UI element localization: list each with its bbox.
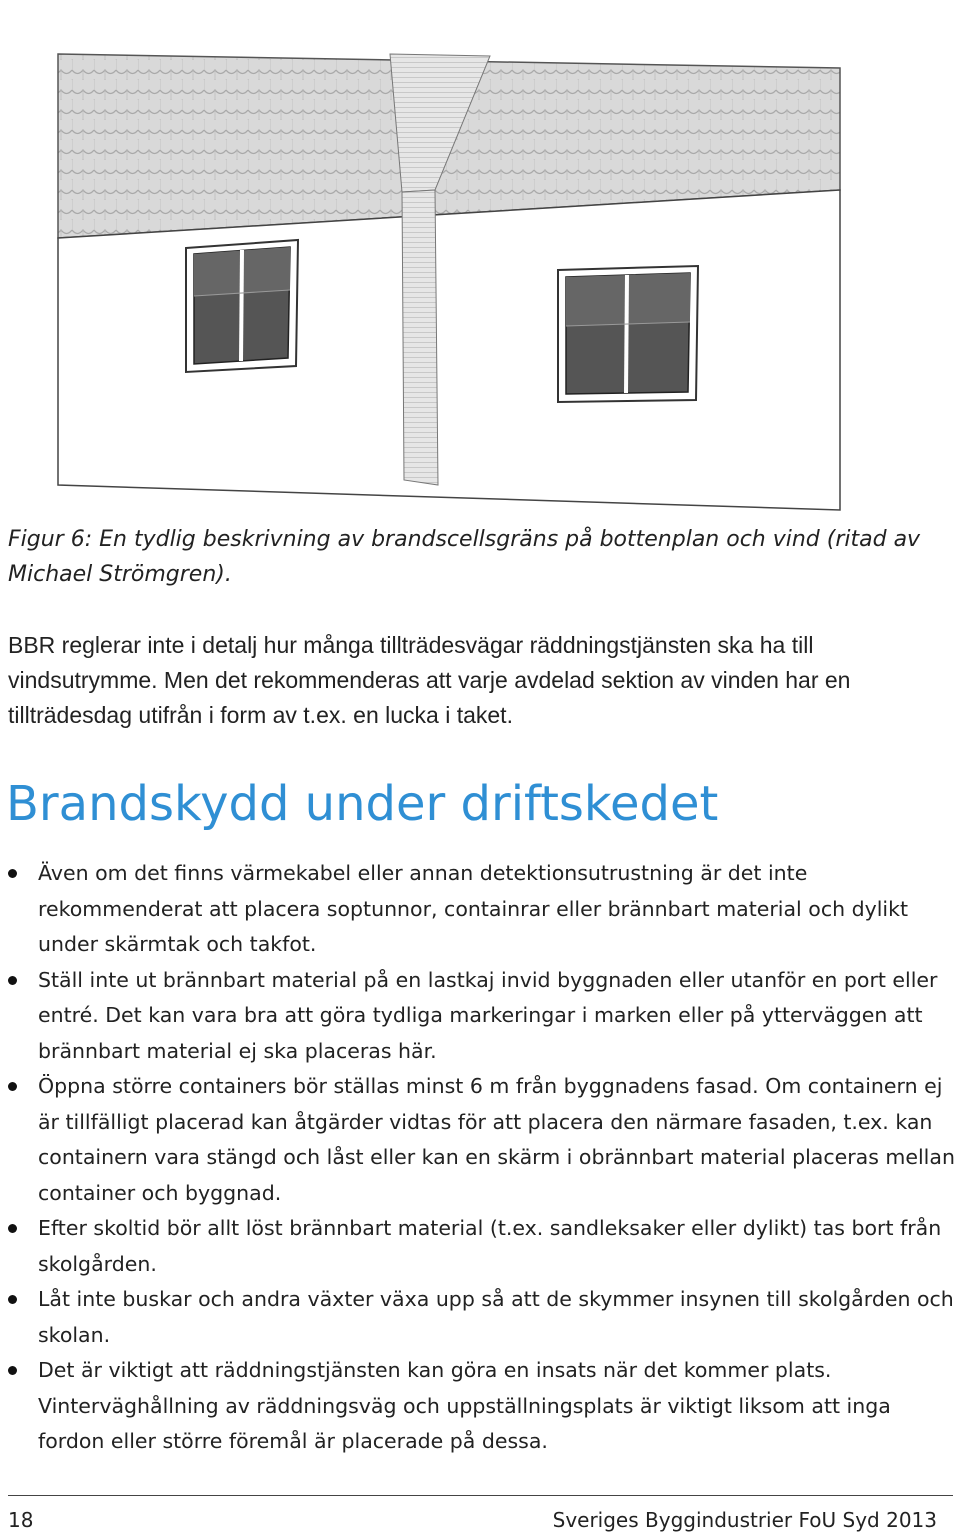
bullet-icon: [8, 1295, 17, 1304]
window-left-icon: [186, 240, 298, 372]
window-right-icon: [558, 266, 698, 402]
list-item: [0, 1211, 958, 1282]
publisher-name: Sveriges Byggindustrier FoU Syd 2013: [552, 1508, 937, 1532]
page-footer: [8, 1506, 937, 1534]
list-item-text: Även om det finns värmekabel eller annan detektionsutrustning är det inte rekommenderat att placera soptunnor, containrar eller brännbart material och dylikt under skärmtak och takfot.: [38, 861, 909, 956]
bullet-icon: [8, 1366, 17, 1375]
list-item-text: Ställ inte ut brännbart material på en lastkaj invid byggnaden eller utanför en port eller entré. Det kan vara bra att göra tydliga markeringar i marken eller på ytterväggen att brännbart material ej ska placeras här.: [38, 967, 938, 1063]
intro-paragraph: BBR reglerar inte i detalj hur många tillträdesvägar räddningstjänsten ska ha till vindsutrymme. Men det rekommenderas att varje avdelad sektion av vinden har en tillträdesdag utifrån i form av t.ex. en lucka i taket.: [8, 632, 851, 728]
bullet-icon: [8, 1224, 17, 1233]
list-item-text: Öppna större containers bör ställas minst 6 m från byggnadens fasad. Om containern ej är tillfälligt placerad kan åtgärder vidtas för att placera den närmare fasaden, t.ex. kan containern vara stängd och låst eller kan en skärm i obrännbart material placeras mellan container och byggnad.: [38, 1074, 955, 1205]
page-number: 18: [8, 1508, 34, 1532]
list-item: [0, 1282, 958, 1353]
bullet-icon: [8, 976, 17, 985]
list-item-text: Det är viktigt att räddningstjänsten kan göra en insats när det kommer plats. Vinterväghållning av räddningsväg och uppställningsplats är viktigt liksom att inga fordon eller större föremål är placerade på dessa.: [38, 1358, 891, 1453]
footer-divider: [8, 1495, 953, 1496]
bullet-icon: [8, 869, 17, 878]
list-item: [0, 856, 958, 963]
list-item-text: Efter skoltid bör allt löst brännbart material (t.ex. sandleksaker eller dylikt) tas bort från skolgården.: [38, 1216, 942, 1276]
list-item: [0, 1069, 958, 1211]
section-heading: Brandskydd under driftskedet: [6, 776, 719, 832]
bullet-icon: [8, 1082, 17, 1091]
bullet-list: [0, 856, 960, 1460]
list-item-text: Låt inte buskar och andra växter växa upp så att de skymmer insynen till skolgården och skolan.: [38, 1287, 954, 1347]
list-item: [0, 963, 958, 1070]
building-wall-illustration: [50, 40, 850, 515]
figure-caption: Figur 6: En tydlig beskrivning av brandscellsgräns på bottenplan och vind (ritad av Michael Strömgren).: [8, 527, 921, 587]
list-item: [0, 1353, 958, 1460]
